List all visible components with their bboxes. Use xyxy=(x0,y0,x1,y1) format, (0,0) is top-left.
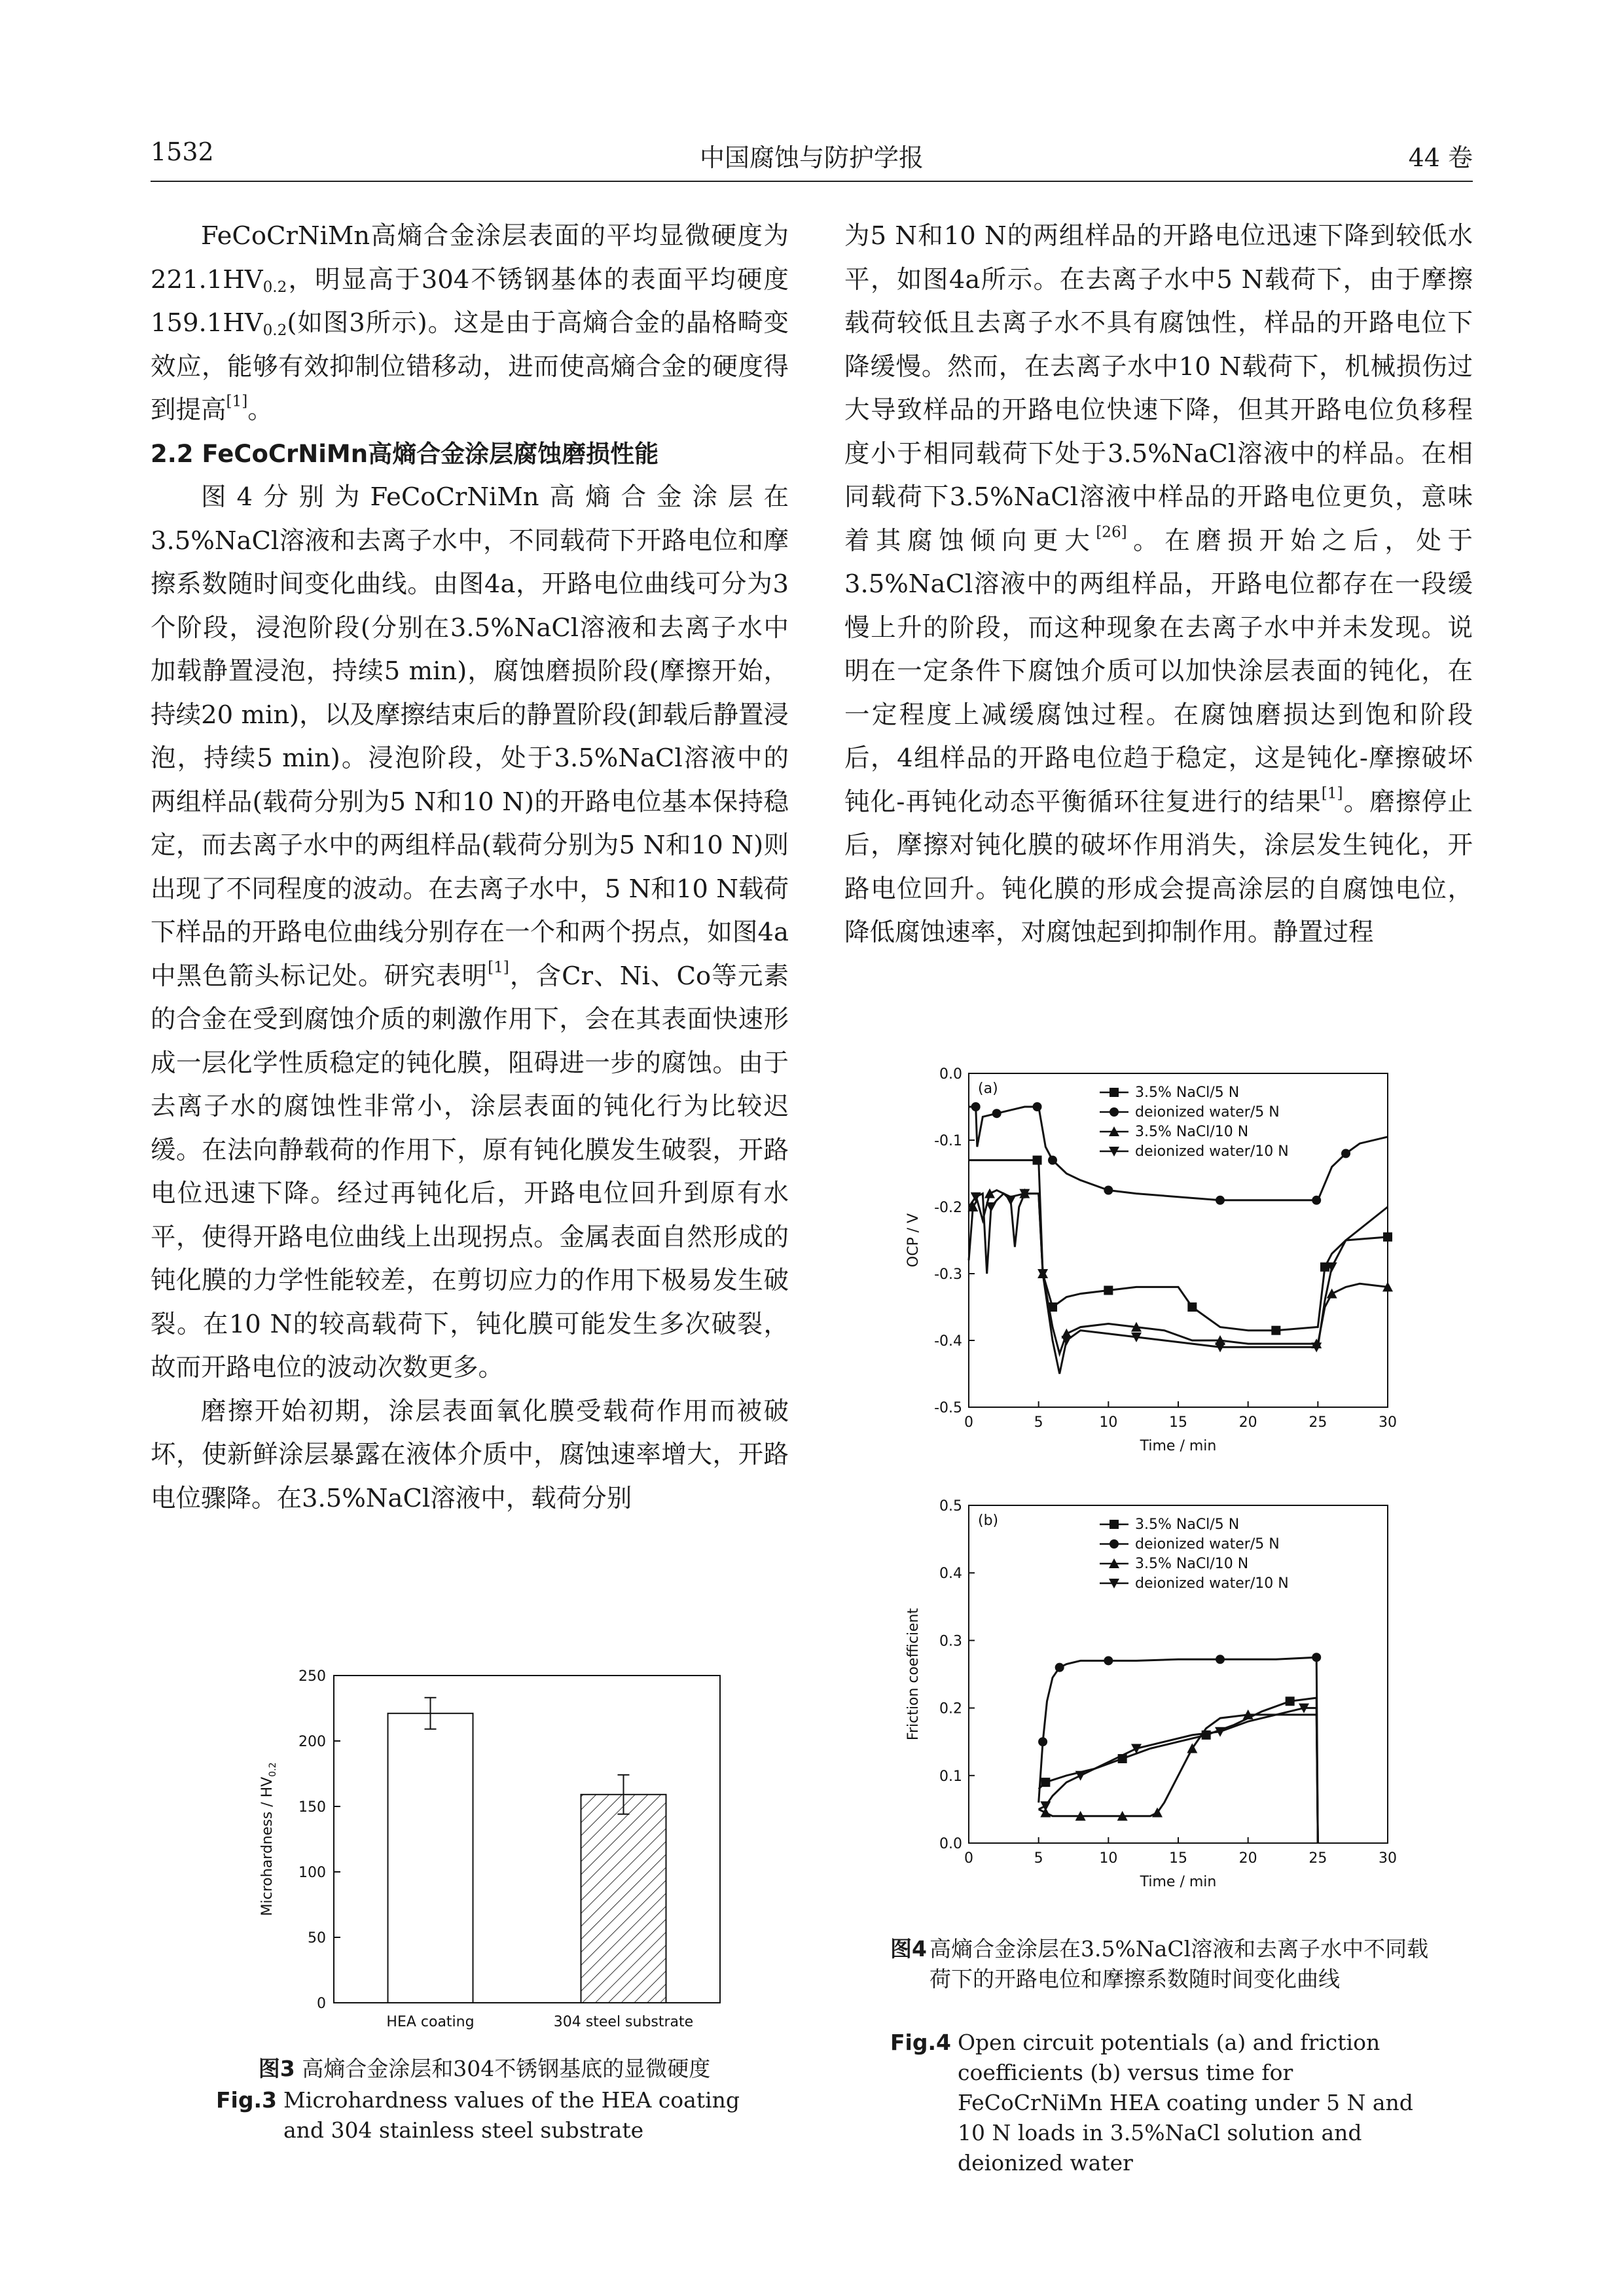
y-axis-label: OCP / V xyxy=(905,1213,922,1268)
data-point xyxy=(984,1189,995,1198)
figure-4a-ocp-chart xyxy=(890,1060,1414,1466)
y-tick-label: 0 xyxy=(317,1996,326,2012)
data-point xyxy=(1341,1149,1350,1158)
figure-3-bar-chart xyxy=(216,1656,740,2049)
figure-4-caption: 图4 高熵合金涂层在3.5%NaCl溶液和去离子水中不同载荷下的开路电位和摩擦系数随时间变化曲线 xyxy=(890,1936,1429,1992)
x-axis-label: Time / min xyxy=(1140,1874,1217,1890)
y-tick-label: 0.4 xyxy=(939,1566,962,1583)
x-tick-label: 10 xyxy=(1099,1414,1118,1431)
x-tick-label: 15 xyxy=(1169,1850,1187,1867)
x-axis-label: Time / min xyxy=(1140,1438,1217,1454)
paragraph-ocp-stages: 图4分别为FeCoCrNiMn高熵合金涂层在3.5%NaCl溶液和去离子水中，不同载荷下开路电位和摩擦系数随时间变化曲线。由图4a，开路电位曲线可分为3个阶段，浸泡阶段(分别在3.5%NaCl溶液和去离子水中加载静置浸泡，持续5 min)，腐蚀磨损阶段(摩擦开始，持续20 min)，以及摩擦结束后的静置阶段(卸载后静置浸泡，持续5 min)。浸泡阶段，处于3.5%NaCl溶液中的两组样品(载荷分别为5 N和10 N)的开路电位基本保持稳定，而去离子水中的两组样品(载荷分别为5 N和10 N)则出现了不同程度的波动。在去离子水中，5 N和10 N载荷下样品的开路电位曲线分别存在一个和两个拐点，如图4a中黑色箭头标记处。研究表明[1]，含Cr、Ni、Co等元素的合金在受到腐蚀介质的刺激作用下，会在其表面快速形成一层化学性质稳定的钝化膜，阻碍进一步的腐蚀。由于去离子水的腐蚀性非常小，涂层表面的钝化行为比较迟缓。在法向静载荷的作用下，原有钝化膜发生破裂，开路电位迅速下降。经过再钝化后，开路电位回升到原有水平，使得开路电位曲线上出现拐点。金属表面自然形成的钝化膜的力学性能较差，在剪切应力的作用下极易发生破裂。在10 N的较高载荷下，钝化膜可能发生多次破裂，故而开路电位的波动次数更多。 xyxy=(151,482,789,1382)
bar xyxy=(581,1795,666,2003)
panel-label: (a) xyxy=(978,1081,998,1097)
x-category-label: HEA coating xyxy=(386,2014,475,2030)
section-heading: 2.2 FeCoCrNiMn高熵合金涂层腐蚀磨损性能 xyxy=(151,439,659,468)
page-number: 1532 xyxy=(151,137,214,166)
x-tick-label: 25 xyxy=(1308,1414,1327,1431)
legend-marker xyxy=(1110,1107,1119,1117)
y-tick-label: 0.3 xyxy=(939,1633,962,1650)
series-line xyxy=(969,1194,1388,1374)
y-tick-label: 0.0 xyxy=(939,1066,962,1083)
data-point xyxy=(1038,1737,1047,1746)
y-axis-label-sub: 0.2 xyxy=(268,1762,278,1777)
legend-label: deionized water/5 N xyxy=(1135,1104,1280,1121)
running-header xyxy=(151,137,1473,177)
y-axis-label: Friction coefficient xyxy=(905,1607,922,1741)
data-point xyxy=(986,1202,996,1212)
y-tick-label: 100 xyxy=(298,1865,326,1881)
x-category-label: 304 steel substrate xyxy=(553,2014,694,2030)
legend-label: 3.5% NaCl/5 N xyxy=(1135,1085,1240,1101)
data-point xyxy=(971,1102,981,1111)
figure-3-caption-en: Fig.3 Microhardness values of the HEA coating and 304 stainless steel substrate xyxy=(216,2087,740,2143)
series-line xyxy=(1039,1698,1318,1843)
data-point xyxy=(1271,1326,1280,1335)
y-tick-label: 0.0 xyxy=(939,1836,962,1852)
data-point xyxy=(1041,1778,1050,1787)
data-point xyxy=(1104,1656,1113,1665)
y-tick-label: -0.5 xyxy=(934,1400,962,1416)
x-tick-label: 20 xyxy=(1238,1850,1257,1867)
journal-title: 中国腐蚀与防护学报 xyxy=(699,143,924,172)
x-tick-label: 5 xyxy=(1034,1414,1043,1431)
header-rule xyxy=(151,181,1473,182)
y-tick-label: 0.1 xyxy=(939,1768,962,1785)
figure-4b-friction-chart xyxy=(890,1486,1414,1905)
left-column xyxy=(151,215,789,1520)
figure-3-caption: 图3 高熵合金涂层和304不锈钢基底的显微硬度 xyxy=(258,2056,711,2081)
y-tick-label: 250 xyxy=(298,1668,326,1685)
y-tick-label: -0.1 xyxy=(934,1133,962,1149)
data-point xyxy=(992,1109,1001,1118)
legend-label: 3.5% NaCl/10 N xyxy=(1135,1556,1249,1572)
paragraph-ocp-discussion: 为5 N和10 N的两组样品的开路电位迅速下降到较低水平，如图4a所示。在去离子水中5 N载荷下，由于摩擦载荷较低且去离子水不具有腐蚀性，样品的开路电位下降缓慢。然而，在去离子水中10 N载荷下，机械损伤过大导致样品的开路电位快速下降，但其开路电位负移程度小于相同载荷下处于3.5%NaCl溶液中的样品。在相同载荷下3.5%NaCl溶液中样品的开路电位更负，意味着其腐蚀倾向更大[26]。在磨损开始之后，处于3.5%NaCl溶液中的两组样品，开路电位都存在一段缓慢上升的阶段，而这种现象在去离子水中并未发现。说明在一定条件下腐蚀介质可以加快涂层表面的钝化，在一定程度上减缓腐蚀过程。在腐蚀磨损达到饱和阶段后，4组样品的开路电位趋于稳定，这是钝化-摩擦破坏钝化-再钝化动态平衡循环往复进行的结果[1]。磨擦停止后，摩擦对钝化膜的破坏作用消失，涂层发生钝化，开路电位回升。钝化膜的形成会提高涂层的自腐蚀电位，降低腐蚀速率，对腐蚀起到抑制作用。静置过程 xyxy=(844,221,1473,947)
x-tick-label: 10 xyxy=(1099,1850,1118,1867)
data-point xyxy=(1383,1232,1392,1242)
x-tick-label: 0 xyxy=(964,1850,973,1867)
panel-label: (b) xyxy=(978,1513,999,1529)
x-tick-label: 0 xyxy=(964,1414,973,1431)
data-point xyxy=(1104,1186,1113,1195)
data-point xyxy=(1048,1156,1057,1165)
data-point xyxy=(1055,1663,1064,1672)
legend-label: deionized water/10 N xyxy=(1135,1143,1289,1160)
data-point xyxy=(1327,1289,1337,1299)
paragraph-hardness: FeCoCrNiMn高熵合金涂层表面的平均显微硬度为$221.1HV_{0.2}$，明显高于304不锈钢基体的表面平均硬度$159.1HV_{0.2}$(如图3所示)。这是由于高熵合金的晶格畸变效应，能够有效抑制位错移动，进而使高熵合金的硬度得到提高[1]。 xyxy=(151,221,789,425)
legend-label: deionized water/5 N xyxy=(1135,1536,1280,1552)
x-tick-label: 15 xyxy=(1169,1414,1187,1431)
x-tick-label: 25 xyxy=(1308,1850,1327,1867)
legend-label: deionized water/10 N xyxy=(1135,1575,1289,1592)
figure-4-caption-en: Fig.4 Open circuit potentials (a) and friction coefficients (b) versus time for FeCoCrNiMn HEA coating under 5 N and 10 N loads in 3.5%NaCl solution and deionized water xyxy=(890,2030,1413,2176)
legend-label: 3.5% NaCl/5 N xyxy=(1135,1516,1240,1533)
data-point xyxy=(1187,1302,1197,1312)
y-tick-label: -0.4 xyxy=(934,1333,962,1350)
y-tick-label: -0.3 xyxy=(934,1266,962,1283)
right-column xyxy=(844,215,1473,955)
legend-marker xyxy=(1110,1088,1119,1097)
y-tick-label: 50 xyxy=(308,1930,326,1946)
x-tick-label: 20 xyxy=(1238,1414,1257,1431)
data-point xyxy=(1312,1196,1321,1205)
volume-label: 44 卷 xyxy=(1408,143,1473,172)
data-point xyxy=(1104,1286,1113,1295)
y-axis-label: Microhardness / $HV_{0.2}$ xyxy=(259,1762,278,1916)
data-point xyxy=(1216,1655,1225,1664)
data-point xyxy=(1033,1102,1042,1111)
x-tick-label: 5 xyxy=(1034,1850,1043,1867)
x-tick-label: 30 xyxy=(1379,1850,1397,1867)
legend-marker xyxy=(1110,1539,1119,1549)
x-tick-label: 30 xyxy=(1379,1414,1397,1431)
data-point xyxy=(1033,1156,1042,1165)
data-point xyxy=(1312,1653,1321,1662)
data-point xyxy=(1075,1771,1086,1781)
y-tick-label: -0.2 xyxy=(934,1200,962,1216)
y-tick-label: 200 xyxy=(298,1734,326,1750)
y-tick-label: 150 xyxy=(298,1799,326,1816)
data-point xyxy=(1005,1196,1016,1206)
data-point xyxy=(1216,1196,1225,1205)
data-point xyxy=(1040,1801,1051,1811)
legend-label: 3.5% NaCl/10 N xyxy=(1135,1124,1249,1140)
data-point xyxy=(1286,1696,1295,1706)
y-tick-label: 0.2 xyxy=(939,1700,962,1717)
bar xyxy=(388,1713,473,2003)
paragraph-friction-start: 磨擦开始初期，涂层表面氧化膜受载荷作用而被破坏，使新鲜涂层暴露在液体介质中，腐蚀速率增大，开路电位骤降。在3.5%NaCl溶液中，载荷分别 xyxy=(151,1396,789,1513)
y-tick-label: 0.5 xyxy=(939,1498,962,1515)
legend-marker xyxy=(1110,1520,1119,1529)
